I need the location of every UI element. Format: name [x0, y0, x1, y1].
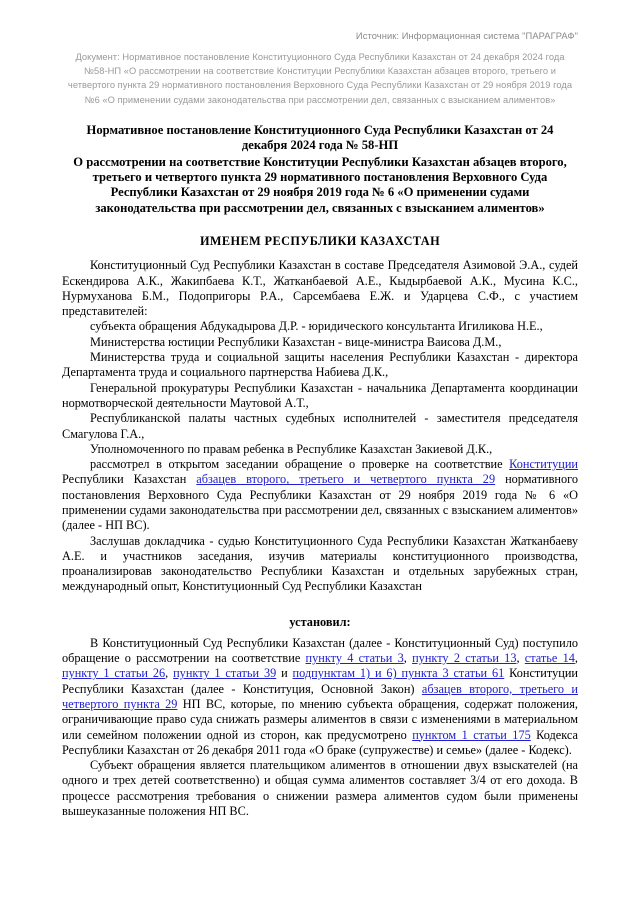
- paragraph-representative-justice-ministry: Министерства юстиции Республики Казахстан - вице-министра Вaисова Д.М.,: [90, 334, 502, 349]
- link-article-14[interactable]: статье 14: [524, 651, 575, 666]
- ruling-verb-heading: установил:: [289, 614, 351, 629]
- separator-comma-4: ,: [165, 666, 174, 681]
- considered-text-part-2: Республики Казахстан: [62, 472, 197, 487]
- considered-text-part-3: нормативного постановления Верховного Суда Республики Казахстан от 29 ноября 2019 года № 6 «О применении судами законодательства при рассмотрении дел, связанных с взысканием алиментов» (далее - НП ВС).: [62, 472, 578, 533]
- paragraph-representative-bailiffs-chamber: Республиканской палаты частных судебных исполнителей - заместителя председателя Смагулова Г.А.,: [62, 411, 578, 441]
- page-subtitle: О рассмотрении на соответствие Конституции Республики Казахстан абзацев второго, третьего и четвертого пункта 29 нормативного постановления Верховного Суда Республики Казахстан от 29 ноября 2019 года № 6 «О применении судами законодательства при рассмотрении дел, связанных с взысканием алиментов»: [73, 154, 567, 215]
- in-name-of-republic-heading: ИМЕНЕМ РЕСПУБЛИКИ КАЗАХСТАН: [199, 234, 441, 249]
- paragraph-heard-rapporteur: Заслушав докладчика - судью Конституционного Суда Республики Казахстан Жатканбаеву А.Е. и участников заседания, изучив материалы конституционного производства, проанализировав законодательство Республики Казахстан и отдельных зарубежных стран, международный опыт, Конституционный Суд Республики Казахстан: [62, 533, 578, 594]
- paragraph-representative-child-ombudsman: Уполномоченного по правам ребенка в Республике Казахстан Закиевой Д.К.,: [90, 441, 493, 456]
- link-paragraphs-2-3-4-item-29-second[interactable]: абзацев второго, третьего и четвертого пункта 29: [62, 681, 578, 711]
- paragraph-subject-is-alimony-payer: Субъект обращения является плательщиком алиментов в отношении двух взыскателей (на одного и трех детей соответственно) и общая сумма алиментов составляет 3/4 от его дохода. В процессе рассмотрения требования о снижении размера алиментов судом были применены вышеуказанные положения НП ВС.: [62, 758, 578, 819]
- link-point-1-article-26[interactable]: пункту 1 статьи 26: [62, 666, 166, 681]
- link-constitution[interactable]: Конституции: [509, 457, 578, 472]
- link-paragraphs-2-3-4-item-29[interactable]: абзацев второго, третьего и четвертого пункта 29: [196, 472, 496, 487]
- link-point-1-article-175[interactable]: пунктом 1 статьи 175: [412, 727, 531, 742]
- paragraph-court-composition: Конституционный Суд Республики Казахстан в составе Председателя Азимовой Э.А., судей Ескендирова А.К., Жакипбаева К.Т., Жатканбаевой А.Е., Кыдырбаевой А.К., Мусина К.С., Нурмуханова Б.М., Подопригоры Р.А., Сарсембаева Е.Ж. и Ударцева С.Ф., с участием представителей:: [62, 258, 578, 319]
- separator-and: и: [276, 666, 293, 681]
- link-point-2-article-13[interactable]: пункту 2 статьи 13: [412, 651, 517, 666]
- separator-comma-3: ,: [574, 651, 578, 666]
- appeal-text-part-2: Конституции Республики Казахстан (далее - Конституция, Основной Закон): [62, 666, 578, 696]
- paragraph-appeal-received: [62, 636, 578, 758]
- appeal-text-part-4: Кодекса Республики Казахстан от 26 декабря 2011 года «О браке (супружестве) и семье» (далее - Кодекс).: [62, 727, 578, 757]
- paragraph-representative-prosecutor-general: Генеральной прокуратуры Республики Казахстан - начальника Департамента координации нормотворческой деятельности Маутовой А.Т.,: [62, 380, 578, 410]
- link-subpoints-1-6-point-3-article-61[interactable]: подпунктам 1) и 6) пункта 3 статьи 61: [292, 666, 505, 681]
- link-point-4-article-3[interactable]: пункту 4 статьи 3: [305, 651, 404, 666]
- source-label: Источник: Информационная система "ПАРАГРАФ": [355, 31, 578, 41]
- appeal-text-part-3: НП ВС, которые, по мнению субъекта обращения, содержат положения, ограничивающие право суда снижать размеры алиментов в связи с изменениями в материальном или семейном положении одной из сторон, как предусмотрено: [62, 696, 578, 742]
- appeal-text-part-1: В Конституционный Суд Республики Казахстан (далее - Конституционный Суд) поступило обращение о рассмотрении на соответствие: [62, 635, 578, 666]
- paragraph-considered-in-session: [62, 457, 578, 533]
- separator-comma-2: ,: [516, 651, 525, 666]
- link-point-1-article-39[interactable]: пункту 1 статьи 39: [173, 666, 277, 681]
- paragraph-representative-labor-ministry: Министерства труда и социальной защиты населения Республики Казахстан - директора Департамента труда и социального партнерства Набиева Д.К.,: [62, 350, 578, 380]
- paragraph-representative-subject: субъекта обращения Абдукадырова Д.Р. - юридического консультанта Игиликова Н.Е.,: [90, 319, 543, 334]
- page-title: Нормативное постановление Конституционного Суда Республики Казахстан от 24 декабря 2024 года № 58-НП: [86, 122, 554, 153]
- separator-comma-1: ,: [403, 651, 413, 666]
- document-metadata: Документ: Нормативное постановление Конституционного Суда Республики Казахстан от 24 декабря 2024 года №58-НП «О рассмотрении на соответствие Конституции Республики Казахстан абзацев второго, третьего и четвертого пункта 29 нормативного постановления Верховного Суда Республики Казахстан от 29 ноября 2019 года №6 «О применении судами законодательства при рассмотрении дел, связанных с взысканием алиментов»: [67, 52, 573, 105]
- considered-text-part-1: рассмотрел в открытом заседании обращение о проверке на соответствие: [90, 457, 510, 472]
